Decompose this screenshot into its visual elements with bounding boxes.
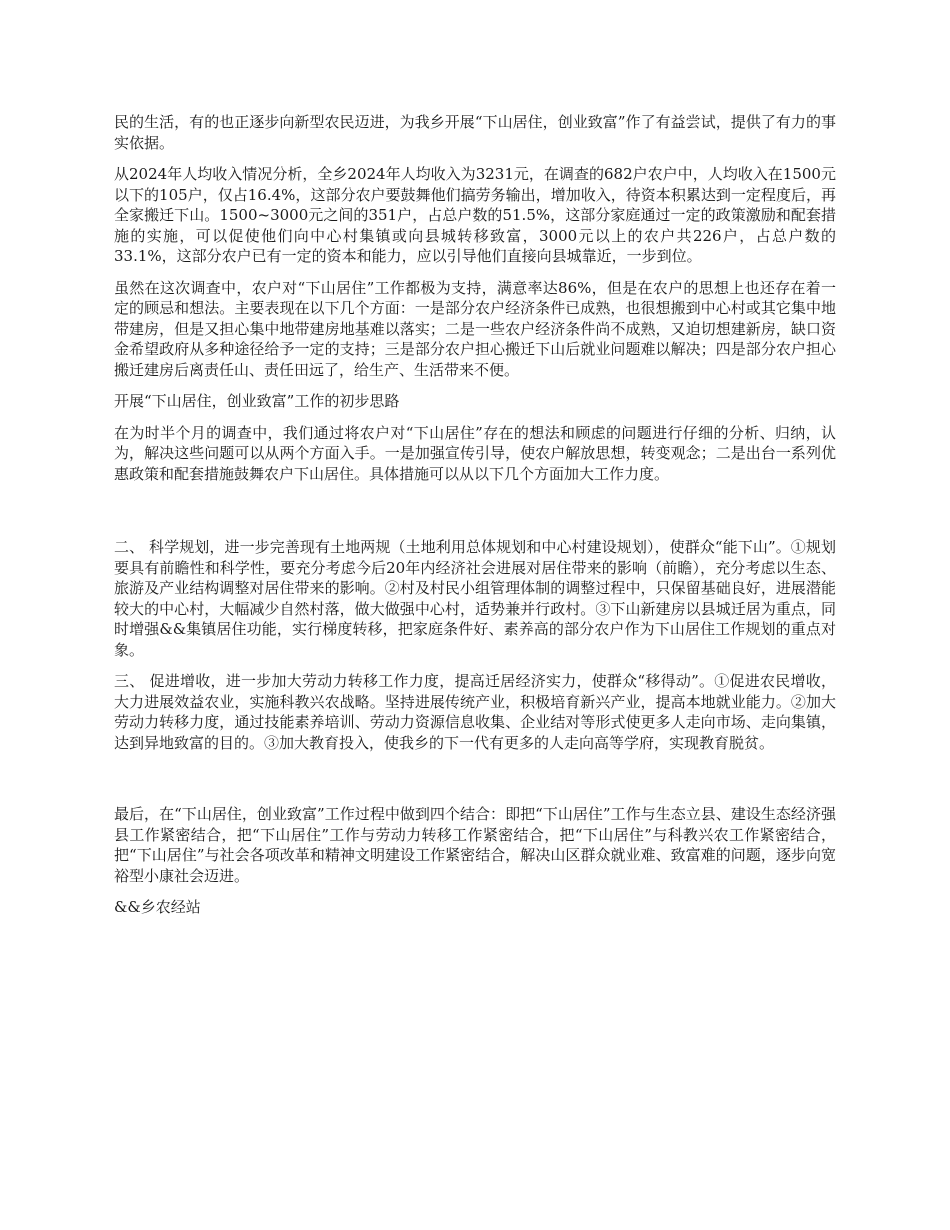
signature-line: &&乡农经站 (114, 898, 201, 916)
spacer (114, 764, 836, 804)
paragraph-approach: 在为时半个月的调查中，我们通过将农户对“下山居住”存在的想法和顾虑的问题进行仔细的分析、归纳，认为，解决这些问题可以从两个方面入手。一是加强宣传引导，使农户解放思想，转变观念；二是出台一系列优惠政策和配套措施鼓舞农户下山居住。具体措施可以从以下几个方面加大工作力度。 (114, 423, 836, 483)
paragraph-intro: 民的生活，有的也正逐步向新型农民迈进，为我乡开展“下山居住，创业致富”作了有益尝试，提供了有力的事实依据。 (114, 113, 836, 152)
paragraph-concerns: 虽然在这次调查中，农户对“下山居住”工作都极为支持，满意率达86%，但是在农户的思想上也还存在着一定的顾忌和想法。主要表现在以下几个方面：一是部分农户经济条件已成熟，也很想搬到中心村或其它集中地带建房，但是又担心集中地带建房地基难以落实；二是一些农户经济条件尚不成熟，又迫切想建新房，缺口资金希望政府从多种途径给予一定的支持；三是部分农户担心搬迁下山后就业问题难以解决；四是部分农户担心搬迁建房后离责任山、责任田远了，给生产、生活带来不便。 (114, 278, 836, 379)
paragraph-income-analysis: 从2024年人均收入情况分析，全乡2024年人均收入为3231元，在调查的682户农户中，人均收入在1500元以下的105户，仅占16.4%，这部分农户要鼓舞他们搞劳务输出，增加收入，待资本积累达到一定程度后，再全家搬迁下山。1500~3000元之间的351户，占总户数的51.5%，这部分家庭通过一定的政策激励和配套措施的实施，可以促使他们向中心村集镇或向县城转移致富，3000元以上的农户共226户，占总户数的33.1%，这部分农户已有一定的资本和能力，应以引导他们直接向县城靠近，一步到位。 (114, 165, 836, 265)
paragraph-conclusion: 最后，在“下山居住，创业致富”工作过程中做到四个结合：即把“下山居住”工作与生态立县、建设生态经济强县工作紧密结合，把“下山居住”工作与劳动力转移工作紧密结合，把“下山居住”与科教兴农工作紧密结合，把“下山居住”与社会各项改革和精神文明建设工作紧密结合，解决山区群众就业难、致富难的问题，逐步向宽裕型小康社会迈进。 (114, 805, 836, 885)
section-heading: 开展“下山居住，创业致富”工作的初步思路 (114, 392, 400, 410)
document-page (114, 112, 836, 929)
spacer (114, 495, 836, 537)
paragraph-item-two: 二、 科学规划，进一步完善现有土地两规（土地利用总体规划和中心村建设规划），使群众“能下山”。①规划要具有前瞻性和科学性，要充分考虑今后20年内经济社会进展对居住带来的影响（前瞻），充分考虑以生态、旅游及产业结构调整对居住带来的影响。②村及村民小组管理体制的调整过程中，只保留基础良好，进展潜能较大的中心村，大幅减少自然村落，做大做强中心村，适势兼并行政村。③下山新建房以县城迁居为重点，同时增强&&集镇居住功能，实行梯度转移，把家庭条件好、素养高的部分农户作为下山居住工作规划的重点对象。 (114, 538, 836, 659)
paragraph-item-three: 三、 促进增收，进一步加大劳动力转移工作力度，提高迁居经济实力，使群众“移得动”。①促进农民增收，大力进展效益农业，实施科教兴农战略。坚持进展传统产业，积极培育新兴产业，提高本地就业能力。②加大劳动力转移力度，通过技能素养培训、劳动力资源信息收集、企业结对等形式使更多人走向市场、走向集镇，达到异地致富的目的。③加大教育投入，使我乡的下一代有更多的人走向高等学府，实现教育脱贫。 (114, 672, 836, 752)
